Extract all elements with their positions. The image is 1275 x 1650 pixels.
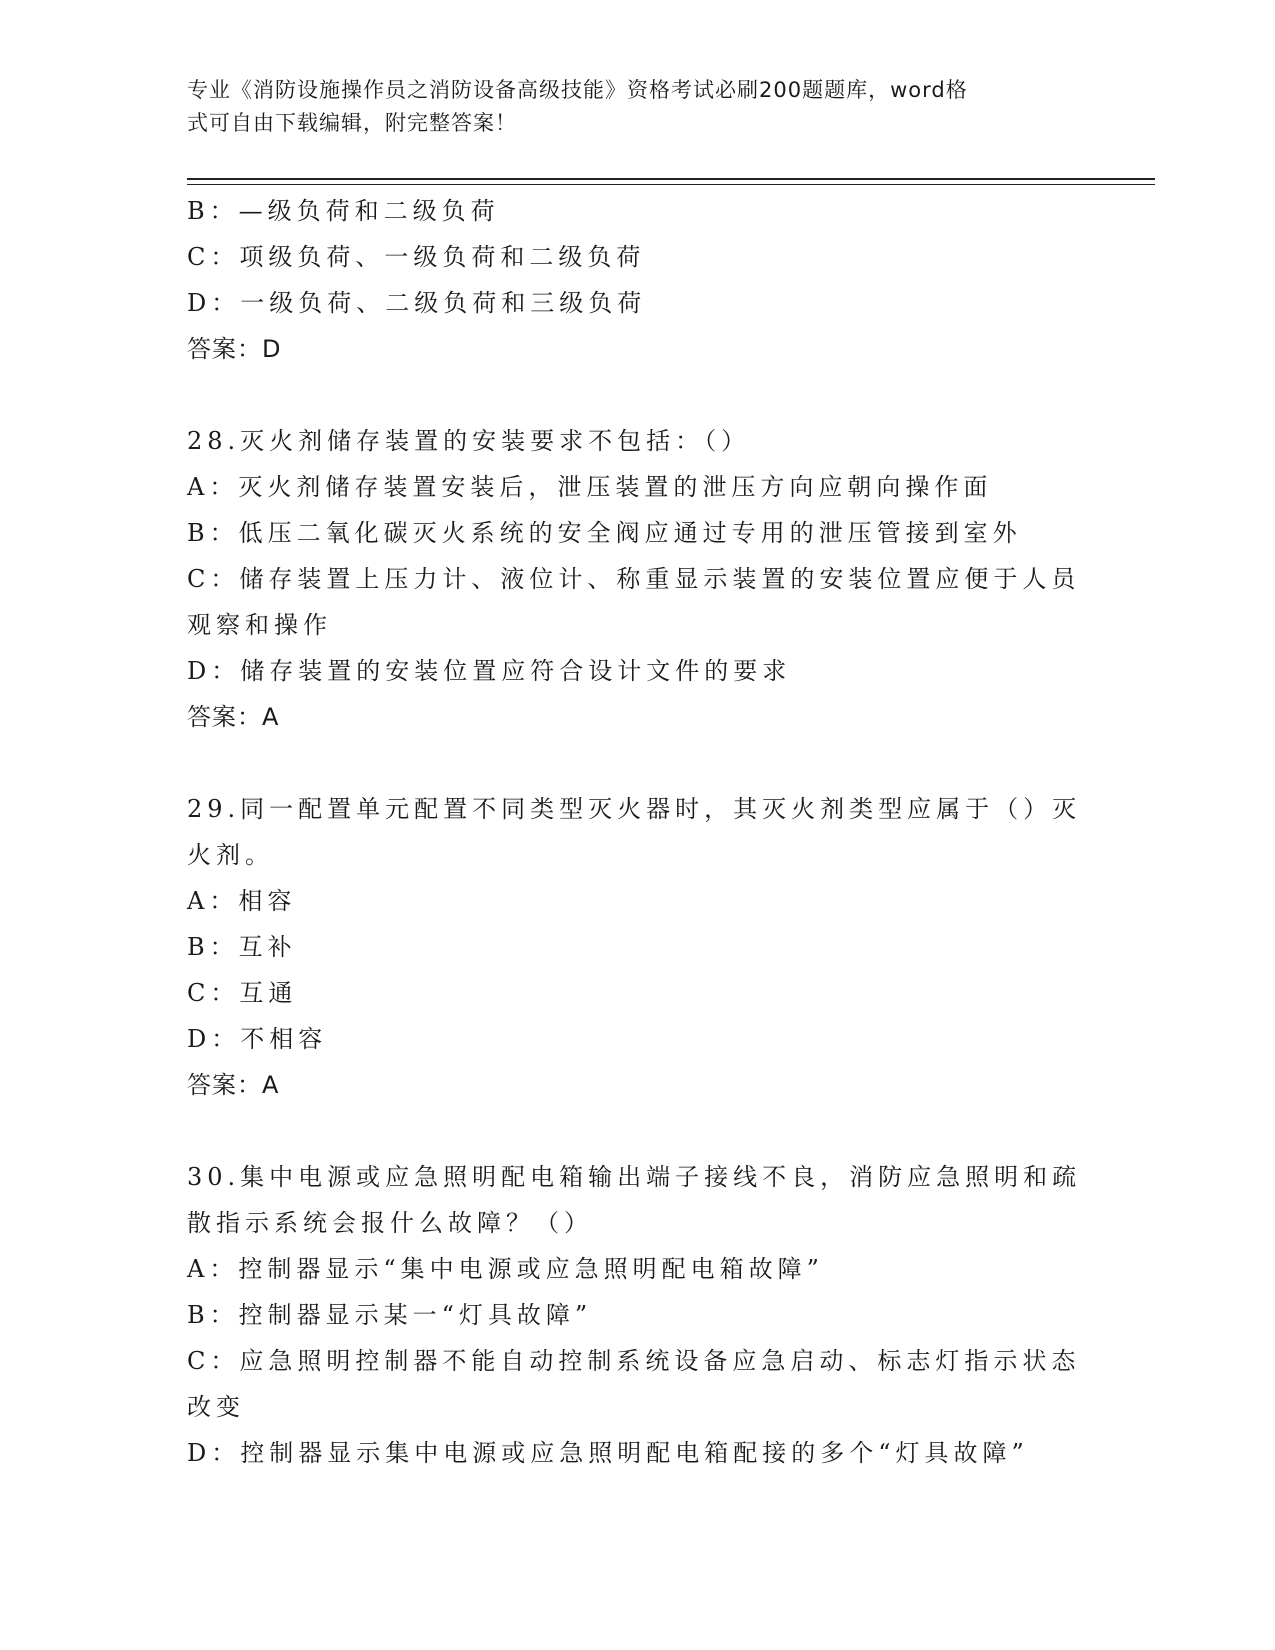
question-stem-continued: 火剂。 [187,841,274,869]
option-b: B：控制器显示某一“灯具故障” [187,1301,593,1329]
option-c-continued: 观察和操作 [187,611,332,639]
option-b: B：—级负荷和二级负荷 [187,197,500,225]
option-c: C：储存装置上压力计、液位计、称重显示装置的安装位置应便于人员 [187,565,1081,593]
header-line-2: 式可自由下载编辑，附完整答案！ [187,111,517,135]
option-c: C：项级负荷、一级负荷和二级负荷 [187,243,646,271]
question-stem: 28.灭火剂储存装置的安装要求不包括：（） [187,427,751,455]
header-divider-thick [187,178,1155,180]
option-c: C：应急照明控制器不能自动控制系统设备应急启动、标志灯指示状态 [187,1347,1081,1375]
option-d: D：储存装置的安装位置应符合设计文件的要求 [187,657,792,685]
question-28 [187,418,1087,740]
header-divider-thin [187,184,1155,185]
answer-line: 答案：A [187,1071,280,1099]
spacer [187,740,1087,786]
question-29 [187,786,1087,1108]
option-d: D：控制器显示集中电源或应急照明配电箱配接的多个“灯具故障” [187,1439,1029,1467]
option-d: D：不相容 [187,1025,328,1053]
question-stem-continued: 散指示系统会报什么故障？（） [187,1209,593,1237]
document-header [187,74,1067,140]
question-stem: 29.同一配置单元配置不同类型灭火器时，其灭火剂类型应属于（）灭 [187,795,1082,823]
spacer [187,1108,1087,1154]
option-b: B：低压二氧化碳灭火系统的安全阀应通过专用的泄压管接到室外 [187,519,1022,547]
answer-line: 答案：A [187,703,280,731]
question-30 [187,1154,1087,1476]
question-stem: 30.集中电源或应急照明配电箱输出端子接线不良，消防应急照明和疏 [187,1163,1082,1191]
spacer [187,372,1087,418]
option-d: D：一级负荷、二级负荷和三级负荷 [187,289,647,317]
question-27-tail [187,188,1087,372]
header-line-1: 专业《消防设施操作员之消防设备高级技能》资格考试必刷200题题库，word格 [187,78,968,102]
answer-line: 答案：D [187,335,282,363]
option-a: A：控制器显示“集中电源或应急照明配电箱故障” [187,1255,824,1283]
question-list [187,188,1087,1476]
option-c-continued: 改变 [187,1393,245,1421]
option-a: A：相容 [187,887,297,915]
option-b: B：互补 [187,933,297,961]
option-c: C：互通 [187,979,298,1007]
option-a: A：灭火剂储存装置安装后，泄压装置的泄压方向应朝向操作面 [187,473,993,501]
